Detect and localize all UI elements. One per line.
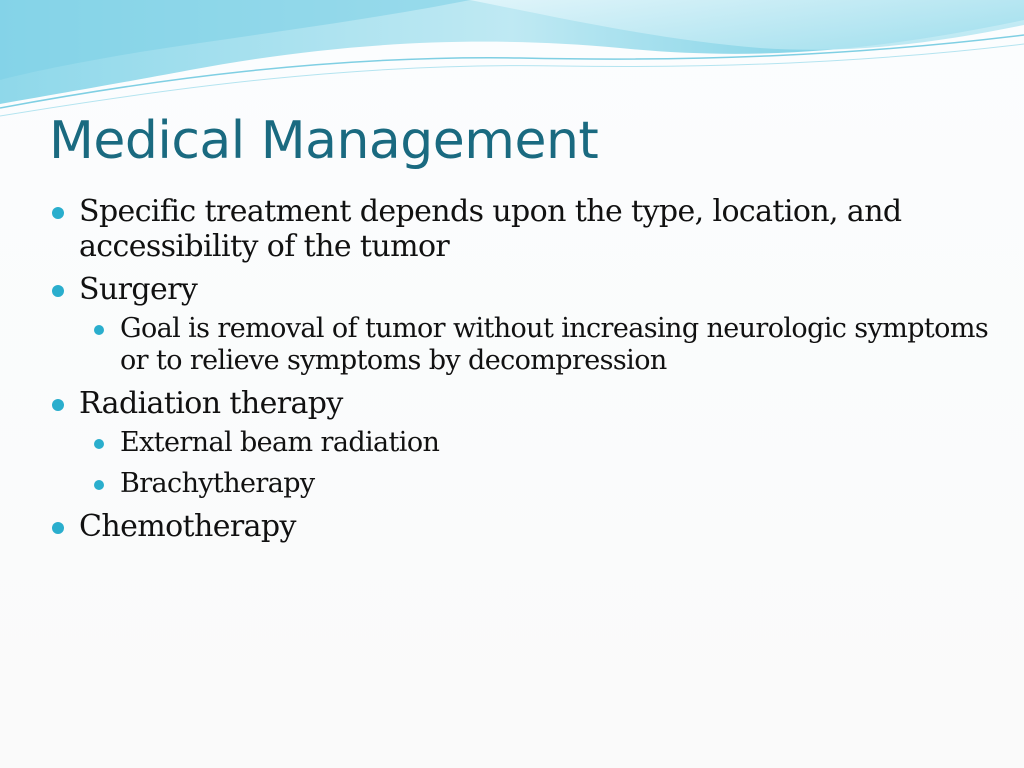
- sub-bullet-dot-icon: [94, 439, 104, 449]
- bullet-text: Specific treatment depends upon the type, location, and accessibility of the tumor: [79, 194, 902, 264]
- bullet-text: Surgery: [79, 272, 198, 307]
- bullet-list: [50, 194, 1000, 552]
- sub-bullet-text: Brachytherapy: [120, 468, 315, 499]
- bullet-dot-icon: [52, 207, 64, 219]
- bullet-text: Chemotherapy: [79, 509, 296, 544]
- bullet-item-radiation: [50, 386, 1000, 500]
- bullet-item-treatment: [50, 194, 1000, 264]
- sub-bullet-item-brachytherapy: [91, 468, 1000, 500]
- sub-bullet-dot-icon: [94, 325, 104, 335]
- bullet-item-surgery: [50, 272, 1000, 377]
- sub-bullet-item-surgery-goal: [91, 313, 1000, 377]
- sub-bullet-dot-icon: [94, 480, 104, 490]
- sub-bullet-item-external-beam: [91, 427, 1000, 459]
- bullet-item-chemotherapy: [50, 509, 1000, 544]
- sub-bullet-list: [79, 313, 1000, 377]
- sub-bullet-text: Goal is removal of tumor without increasing neurologic symptoms or to relieve symptoms by decompression: [120, 313, 989, 376]
- slide-title: Medical Management: [49, 111, 599, 171]
- bullet-dot-icon: [52, 522, 64, 534]
- sub-bullet-list: [79, 427, 1000, 500]
- bullet-dot-icon: [52, 399, 64, 411]
- sub-bullet-text: External beam radiation: [120, 427, 440, 458]
- bullet-text: Radiation therapy: [79, 386, 343, 421]
- bullet-dot-icon: [52, 285, 64, 297]
